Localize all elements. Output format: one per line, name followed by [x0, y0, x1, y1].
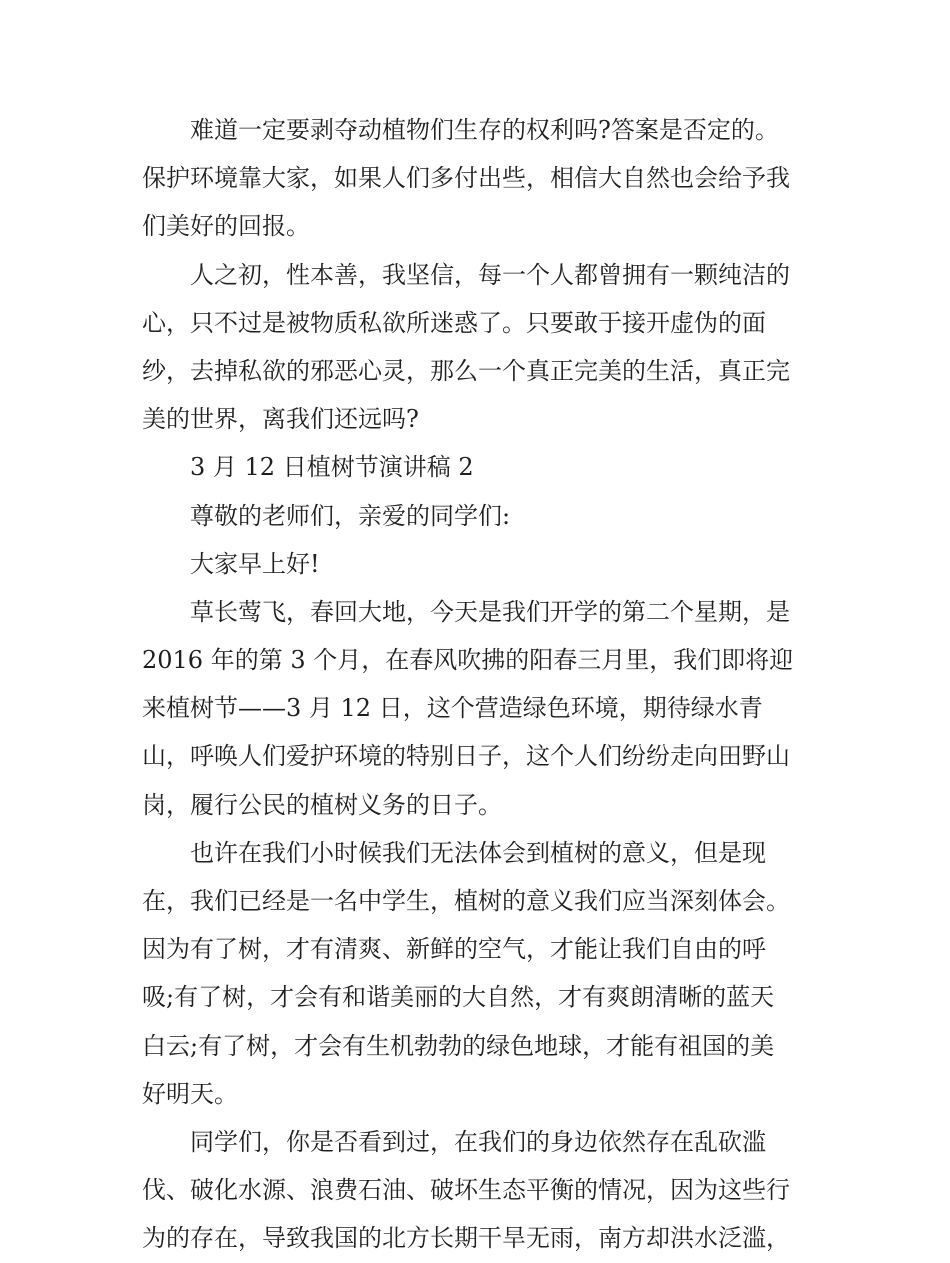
text-line: 难道一定要剥夺动植物们生存的权利吗?答案是否定的。 [190, 116, 779, 144]
text-line: 岗，履行公民的植树义务的日子。 [142, 790, 502, 819]
text-line: 白云;有了树，才会有生机勃勃的绿色地球，才能有祖国的美 [142, 1031, 775, 1060]
text-line: 也许在我们小时候我们无法体会到植树的意义，但是现 [190, 838, 766, 867]
text-line: 草长莺飞，春回大地，今天是我们开学的第二个星期，是 [190, 597, 790, 626]
greeting: 大家早上好! [190, 549, 320, 578]
text-line: 们美好的回报。 [142, 212, 310, 241]
text-line: 吸;有了树，才会有和谐美丽的大自然，才有爽朗清晰的蓝天 [142, 983, 775, 1012]
text-line: 为的存在，导致我国的北方长期干旱无雨，南方却洪水泛滥， [142, 1224, 790, 1253]
text-line: 保护环境靠大家，如果人们多付出些，相信大自然也会给予我 [142, 164, 790, 193]
document-body [142, 106, 814, 1263]
text-line: 来植树节——3 月 12 日，这个营造绿色环境，期待绿水青 [142, 694, 763, 723]
text-line: 好明天。 [142, 1079, 238, 1108]
text-line: 2016 年的第 3 个月，在春风吹拂的阳春三月里，我们即将迎 [142, 646, 794, 675]
text-line: 山，呼唤人们爱护环境的特别日子，这个人们纷纷走向田野山 [142, 742, 790, 771]
text-line: 因为有了树，才有清爽、新鲜的空气，才能让我们自由的呼 [142, 935, 766, 964]
text-line: 心，只不过是被物质私欲所迷惑了。只要敢于接开虚伪的面 [142, 308, 766, 337]
text-line: 人之初，性本善，我坚信，每一个人都曾拥有一颗纯洁的 [190, 260, 790, 289]
text-line: 纱，去掉私欲的邪恶心灵，那么一个真正完美的生活，真正完 [142, 356, 790, 385]
salutation: 尊敬的老师们，亲爱的同学们: [190, 501, 511, 530]
text-line: 同学们，你是否看到过，在我们的身边依然存在乱砍滥 [190, 1127, 766, 1156]
text-line: 在，我们已经是一名中学生，植树的意义我们应当深刻体会。 [142, 887, 790, 915]
text-line: 美的世界，离我们还远吗? [142, 405, 419, 434]
text-line: 伐、破化水源、浪费石油、破坏生态平衡的情况，因为这些行 [142, 1176, 790, 1205]
section-heading: 3 月 12 日植树节演讲稿 2 [190, 453, 474, 482]
